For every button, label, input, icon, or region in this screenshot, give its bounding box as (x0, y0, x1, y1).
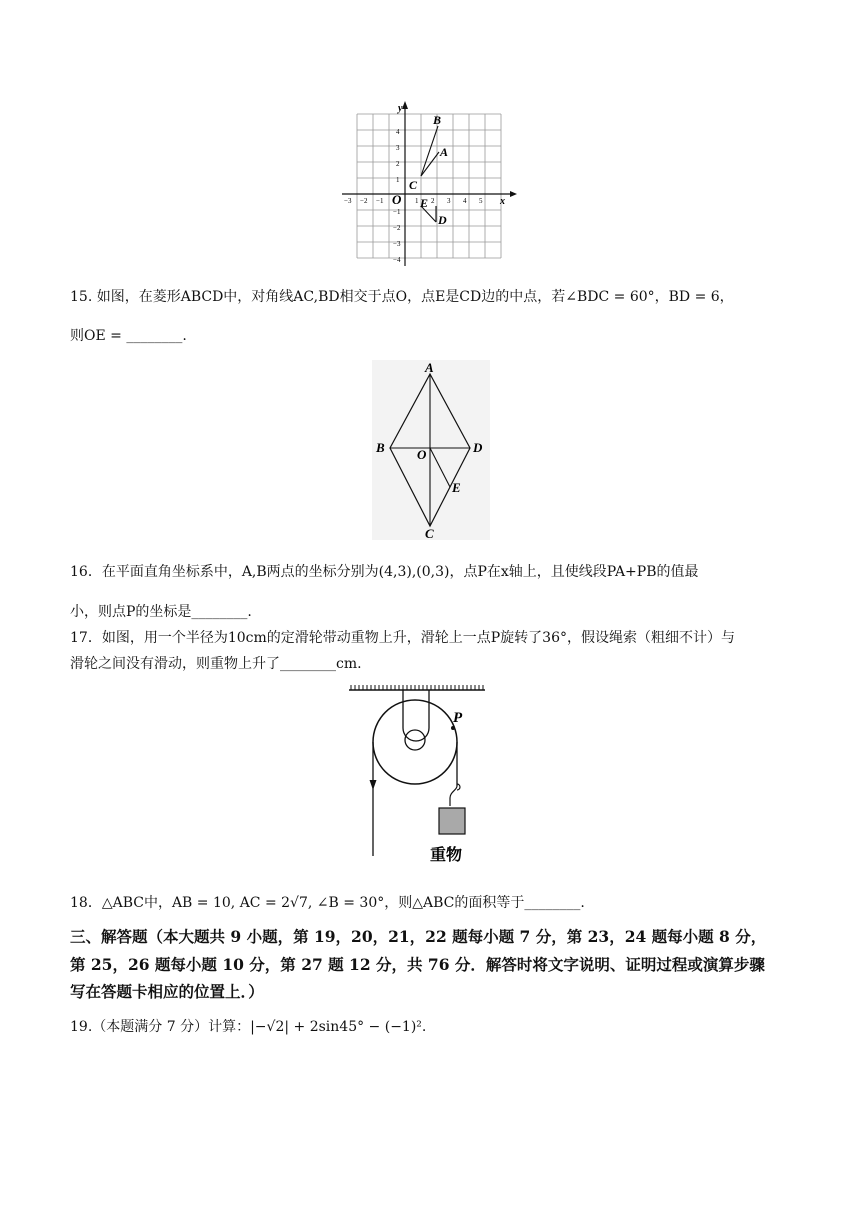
question-15-line-1: 15. 如图，在菱形ABCD中，对角线AC,BD相交于点O，点E是CD边的中点，若∠BDC = 60°，BD = 6， (70, 289, 734, 305)
pulley-figure (345, 684, 515, 870)
coordinate-grid-figure (338, 100, 518, 270)
x-tick: 4 (463, 197, 467, 205)
x-tick: −3 (344, 197, 352, 205)
y-tick: −2 (393, 224, 401, 232)
vertex-label-b: B (376, 440, 385, 455)
y-axis-arrow (402, 101, 408, 109)
question-18: 18．△ABC中，AB = 10, AC = 2√7, ∠B = 30°，则△ABC的面积等于________. (70, 895, 585, 911)
y-tick: 1 (396, 176, 400, 184)
weight-block (439, 808, 465, 834)
y-tick: −4 (393, 256, 401, 264)
vertex-label-d: D (473, 440, 483, 455)
question-17-line-1: 17．如图，用一个半径为10cm的定滑轮带动重物上升，滑轮上一点P旋转了36°，假设绳索（粗细不计）与 (70, 630, 735, 646)
rhombus-figure (372, 360, 490, 540)
y-tick: −1 (393, 208, 401, 216)
pulley-wheel (373, 700, 457, 784)
question-16-line-1: 16．在平面直角坐标系中，A,B两点的坐标分别为(4,3),(0,3)，点P在x轴上，且使线段PA+PB的值最 (70, 564, 699, 580)
question-17-line-2: 滑轮之间没有滑动，则重物上升了________cm. (70, 656, 362, 672)
x-tick: −1 (376, 197, 384, 205)
vertex-label-c: C (425, 526, 434, 540)
segment-cb (421, 126, 438, 176)
question-19: 19.（本题满分 7 分）计算：|−√2| + 2sin45° − (−1)². (70, 1019, 427, 1035)
grid-lines (357, 114, 501, 258)
x-tick: 3 (447, 197, 451, 205)
section-3-heading-line-1: 三、解答题（本大题共 9 小题，第 19，20，21，22 题每小题 7 分，第 23，24 题每小题 8 分， (70, 927, 767, 946)
x-axis-arrow (510, 191, 517, 197)
section-3-heading-line-2: 第 25，26 题每小题 10 分，第 27 题 12 分，共 76 分．解答时将文字说明、证明过程或演算步骤 (70, 955, 765, 974)
x-axis-label: x (500, 196, 505, 207)
x-tick: −2 (360, 197, 368, 205)
weight-caption: 重物 (430, 847, 463, 864)
center-label-o: O (417, 447, 427, 462)
y-tick: 3 (396, 144, 400, 152)
point-p-dot (451, 726, 455, 730)
point-label-a: A (440, 145, 449, 159)
point-label-d: D (438, 213, 447, 227)
point-label-p: P (453, 710, 463, 726)
x-tick: 1 (415, 197, 419, 205)
y-tick: 4 (396, 128, 400, 136)
vertex-label-a: A (425, 360, 434, 375)
question-16-line-2: 小，则点P的坐标是________. (70, 604, 252, 620)
point-label-e: E (420, 196, 429, 210)
x-tick: 2 (431, 197, 435, 205)
y-tick: −3 (393, 240, 401, 248)
point-label-b: B (433, 113, 442, 127)
rope-arrow (370, 780, 377, 790)
y-axis-label: y (398, 103, 403, 114)
x-tick: 5 (479, 197, 483, 205)
y-tick: 2 (396, 160, 400, 168)
section-3-heading-line-3: 写在答题卡相应的位置上．） (70, 982, 264, 1001)
weight-hook (450, 786, 457, 806)
origin-label: O (392, 192, 402, 207)
segment-ca (421, 152, 439, 176)
point-label-c: C (409, 178, 418, 192)
question-15-line-2: 则OE = ________. (70, 328, 187, 344)
midpoint-label-e: E (452, 480, 461, 495)
